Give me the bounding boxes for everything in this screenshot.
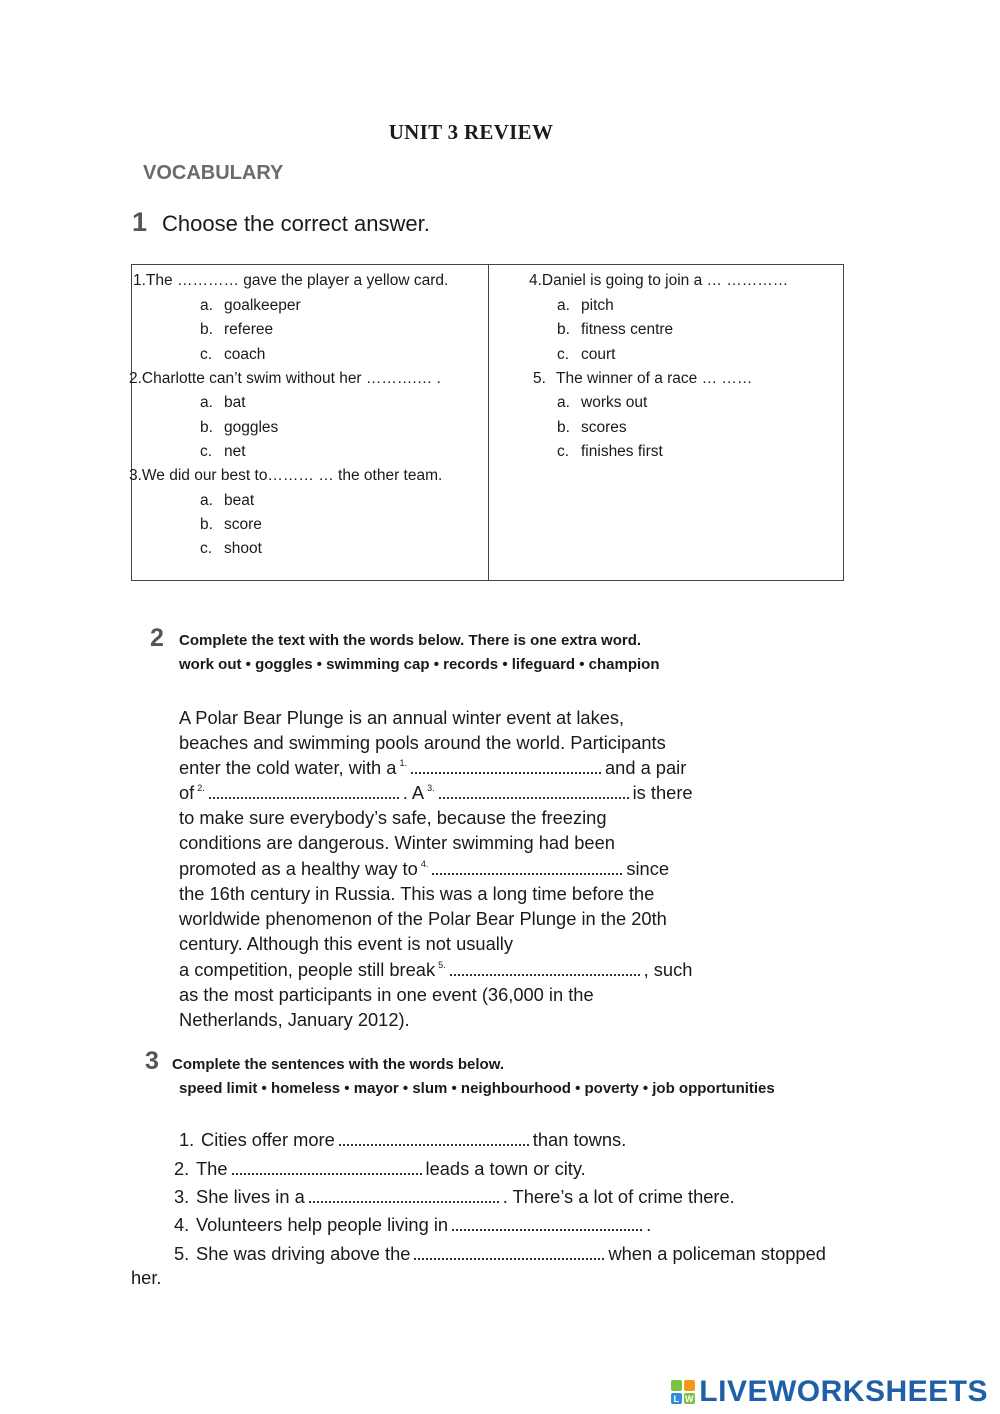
option-letter: c.: [557, 346, 570, 363]
sentence-5-blank[interactable]: [414, 1246, 604, 1260]
sentence-1-blank[interactable]: [339, 1132, 529, 1146]
gap-1-blank[interactable]: [411, 760, 601, 774]
logo-mark-letter-l: L: [673, 1394, 680, 1404]
exercise-2-number: 2: [150, 624, 164, 652]
sentence-5: [174, 1243, 826, 1265]
option-text: works out: [581, 394, 648, 411]
gap-label: 5.: [438, 960, 446, 970]
option-letter: a.: [557, 394, 570, 411]
gap-3-blank[interactable]: [439, 785, 629, 799]
option-text: shoot: [224, 540, 262, 557]
passage-text: promoted as a healthy way to: [179, 858, 418, 879]
option-letter: a.: [200, 492, 213, 509]
sentence-text: than towns.: [532, 1129, 627, 1150]
exercise-2-instruction: Complete the text with the words below. There is one extra word.: [179, 632, 642, 649]
q3-option-c[interactable]: [200, 540, 262, 558]
q2-option-a[interactable]: [200, 394, 246, 412]
question-5-number: 5.: [533, 370, 546, 387]
answer-box-divider: [488, 264, 489, 581]
option-letter: a.: [557, 297, 570, 314]
passage-line: century. Although this event is not usually: [179, 933, 513, 954]
option-letter: a.: [200, 394, 213, 411]
passage-text: a competition, people still break: [179, 959, 436, 980]
option-text: beat: [224, 492, 255, 509]
sentence-text: Volunteers help people living in: [196, 1214, 449, 1235]
passage-text: since: [626, 858, 670, 879]
sentence-5-continuation: her.: [131, 1267, 162, 1288]
option-text: goggles: [224, 419, 279, 436]
option-letter: b.: [557, 321, 570, 338]
option-text: finishes first: [581, 443, 663, 460]
sentence-3: [174, 1186, 735, 1208]
sentence-text: She lives in a: [196, 1186, 305, 1207]
option-text: score: [224, 516, 262, 533]
q5-option-a[interactable]: [557, 394, 647, 412]
option-text: coach: [224, 346, 266, 363]
sentence-text: She was driving above the: [196, 1243, 411, 1264]
question-3: 3.We did our best to……… … the other team.: [129, 467, 443, 484]
q1-option-b[interactable]: [200, 321, 273, 339]
q5-option-b[interactable]: [557, 419, 627, 437]
sentence-text: leads a town or city.: [425, 1158, 586, 1179]
gap-label: 3.: [427, 783, 435, 793]
option-letter: c.: [557, 443, 570, 460]
sentence-text: Cities offer more: [201, 1129, 335, 1150]
exercise-1-instruction: Choose the correct answer.: [162, 211, 430, 236]
sentence-3-blank[interactable]: [309, 1189, 499, 1203]
option-letter: c.: [200, 443, 213, 460]
sentence-4: [174, 1214, 651, 1236]
option-letter: b.: [200, 419, 213, 436]
passage-line: A Polar Bear Plunge is an annual winter event at lakes,: [179, 707, 625, 728]
exercise-3-instruction: Complete the sentences with the words below.: [172, 1056, 504, 1073]
passage-text: , such: [643, 959, 693, 980]
option-letter: c.: [200, 540, 213, 557]
option-letter: b.: [557, 419, 570, 436]
question-5: [533, 370, 752, 388]
option-letter: a.: [200, 297, 213, 314]
q1-option-c[interactable]: [200, 346, 265, 364]
sentence-text: when a policeman stopped: [608, 1243, 826, 1264]
sentence-number: 1.: [179, 1129, 195, 1150]
q3-option-b[interactable]: [200, 516, 262, 534]
exercise-3-word-bank: speed limit • homeless • mayor • slum • neighbourhood • poverty • job opportunities: [179, 1080, 775, 1097]
liveworksheets-logo-icon: [670, 1378, 696, 1406]
passage-line: to make sure everybody’s safe, because the freezing: [179, 807, 607, 828]
gap-4-blank[interactable]: [432, 861, 622, 875]
sentence-number: 5.: [174, 1243, 190, 1264]
passage-line: Netherlands, January 2012).: [179, 1009, 410, 1030]
question-4: 4.Daniel is going to join a … …………: [529, 272, 789, 289]
sentence-number: 3.: [174, 1186, 190, 1207]
option-text: net: [224, 443, 246, 460]
passage-text: enter the cold water, with a: [179, 757, 397, 778]
q2-option-b[interactable]: [200, 419, 278, 437]
q4-option-a[interactable]: [557, 297, 614, 315]
option-text: court: [581, 346, 616, 363]
option-text: bat: [224, 394, 246, 411]
option-text: referee: [224, 321, 274, 338]
passage-line: as the most participants in one event (36,000 in the: [179, 984, 594, 1005]
passage-line: worldwide phenomenon of the Polar Bear Plunge in the 20th: [179, 908, 667, 929]
q1-option-a[interactable]: [200, 297, 301, 315]
passage-text: is there: [632, 782, 693, 803]
question-5-text: The winner of a race … ……: [556, 370, 753, 387]
q4-option-c[interactable]: [557, 346, 615, 364]
gap-5-blank[interactable]: [450, 962, 640, 976]
q3-option-a[interactable]: [200, 492, 254, 510]
logo-text: LIVEWORKSHEETS: [699, 1375, 988, 1408]
gap-label: 2.: [197, 783, 205, 793]
passage-line: [179, 757, 686, 779]
question-1: 1.The ………… gave the player a yellow card.: [133, 272, 449, 289]
option-text: scores: [581, 419, 627, 436]
gap-label: 1.: [399, 758, 407, 768]
passage-text: of: [179, 782, 195, 803]
logo-mark-letter-w: W: [685, 1394, 695, 1404]
passage-line: [179, 959, 692, 981]
sentence-4-blank[interactable]: [452, 1217, 642, 1231]
passage-line: [179, 782, 693, 804]
option-text: pitch: [581, 297, 614, 314]
sentence-1: [179, 1129, 626, 1151]
sentence-text: The: [196, 1158, 228, 1179]
option-text: fitness centre: [581, 321, 674, 338]
passage-line: the 16th century in Russia. This was a long time before the: [179, 883, 655, 904]
section-heading: VOCABULARY: [143, 162, 284, 184]
exercise-3-number: 3: [145, 1047, 159, 1075]
passage-text: . A: [402, 782, 425, 803]
option-letter: c.: [200, 346, 213, 363]
q5-option-c[interactable]: [557, 443, 663, 461]
sentence-text: . There’s a lot of crime there.: [502, 1186, 735, 1207]
sentence-text: .: [646, 1214, 652, 1235]
gap-label: 4.: [420, 859, 429, 869]
sentence-number: 4.: [174, 1214, 190, 1235]
option-text: goalkeeper: [224, 297, 301, 314]
sentence-number: 2.: [174, 1158, 190, 1179]
sentence-2-blank[interactable]: [232, 1161, 422, 1175]
option-letter: b.: [200, 321, 213, 338]
exercise-1-number: 1: [132, 207, 148, 237]
page-title: UNIT 3 REVIEW: [388, 120, 554, 144]
passage-line: conditions are dangerous. Winter swimming had been: [179, 832, 615, 853]
exercise-2-word-bank: work out • goggles • swimming cap • records • lifeguard • champion: [179, 656, 660, 673]
sentence-2: [174, 1158, 586, 1180]
q2-option-c[interactable]: [200, 443, 246, 461]
q4-option-b[interactable]: [557, 321, 673, 339]
passage-line: beaches and swimming pools around the world. Participants: [179, 732, 666, 753]
question-2: 2.Charlotte can’t swim without her ……….… .: [129, 370, 441, 387]
option-letter: b.: [200, 516, 213, 533]
passage-line: [179, 858, 669, 880]
gap-2-blank[interactable]: [209, 785, 399, 799]
passage-text: and a pair: [604, 757, 687, 778]
liveworksheets-logo[interactable]: [670, 1374, 988, 1410]
